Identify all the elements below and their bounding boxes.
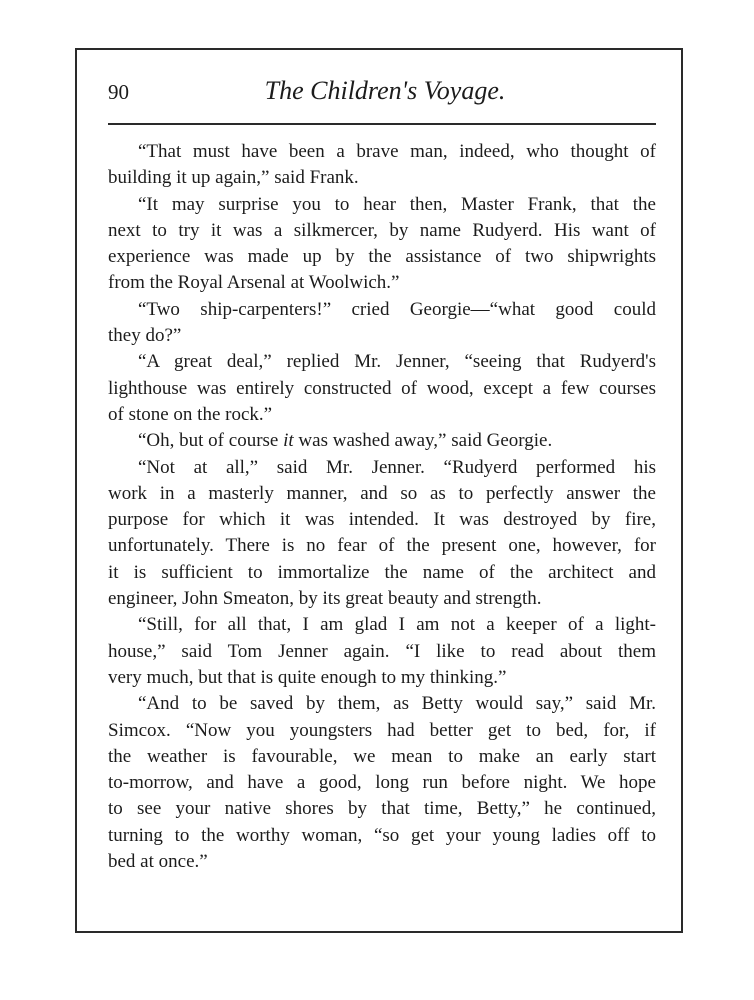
page-number: 90 [108, 80, 129, 104]
text-line: “Not at all,” said Mr. Jenner. “Rudyerd performed his [138, 456, 656, 478]
text-line: building it up again,” said Frank. [108, 167, 359, 189]
body-text [108, 139, 656, 875]
text-line: “Still, for all that, I am glad I am not a keeper of a light- [138, 614, 656, 636]
text-line: purpose for which it was intended. It was destroyed by fire, [108, 509, 656, 531]
text-line: from the Royal Arsenal at Woolwich.” [108, 272, 400, 294]
text-line: engineer, John Smeaton, by its great beauty and strength. [108, 588, 542, 610]
text-line: unfortunately. There is no fear of the present one, however, for [108, 535, 656, 557]
text-line: “A great deal,” replied Mr. Jenner, “seeing that Rudyerd's [138, 351, 656, 373]
text-line: house,” said Tom Jenner again. “I like to read about them [108, 640, 656, 662]
text-line: experience was made up by the assistance of two shipwrights [108, 246, 656, 268]
text-line: “Oh, but of course it was washed away,” said Georgie. [138, 430, 553, 452]
text-line: turning to the worthy woman, “so get your young ladies off to [108, 824, 656, 846]
text-line: “That must have been a brave man, indeed, who thought of [138, 141, 656, 162]
text-line: of stone on the rock.” [108, 403, 273, 425]
text-line: very much, but that is quite enough to my thinking.” [108, 666, 507, 688]
text-line: work in a masterly manner, and so as to perfectly answer the [108, 482, 656, 504]
header-rule [108, 123, 656, 125]
text-line: “Two ship-carpenters!” cried Georgie—“what good could [138, 298, 656, 320]
text-line: “And to be saved by them, as Betty would say,” said Mr. [138, 693, 656, 715]
text-line: to see your native shores by that time, Betty,” he continued, [108, 798, 656, 820]
running-title: The Children's Voyage. [264, 76, 506, 105]
text-line: next to try it was a silkmercer, by name Rudyerd. His want of [108, 219, 656, 241]
text-line: they do?” [108, 325, 182, 347]
text-line: Simcox. “Now you youngsters had better get to bed, for, if [108, 719, 656, 741]
text-line: it is sufficient to immortalize the name of the architect and [108, 561, 656, 583]
text-line: “It may surprise you to hear then, Master Frank, that the [138, 193, 656, 215]
text-line: the weather is favourable, we mean to make an early start [108, 745, 656, 767]
text-line: bed at once.” [108, 851, 208, 873]
text-line: lighthouse was entirely constructed of wood, except a few courses [108, 377, 656, 399]
text-line: to-morrow, and have a good, long run before night. We hope [108, 772, 656, 794]
